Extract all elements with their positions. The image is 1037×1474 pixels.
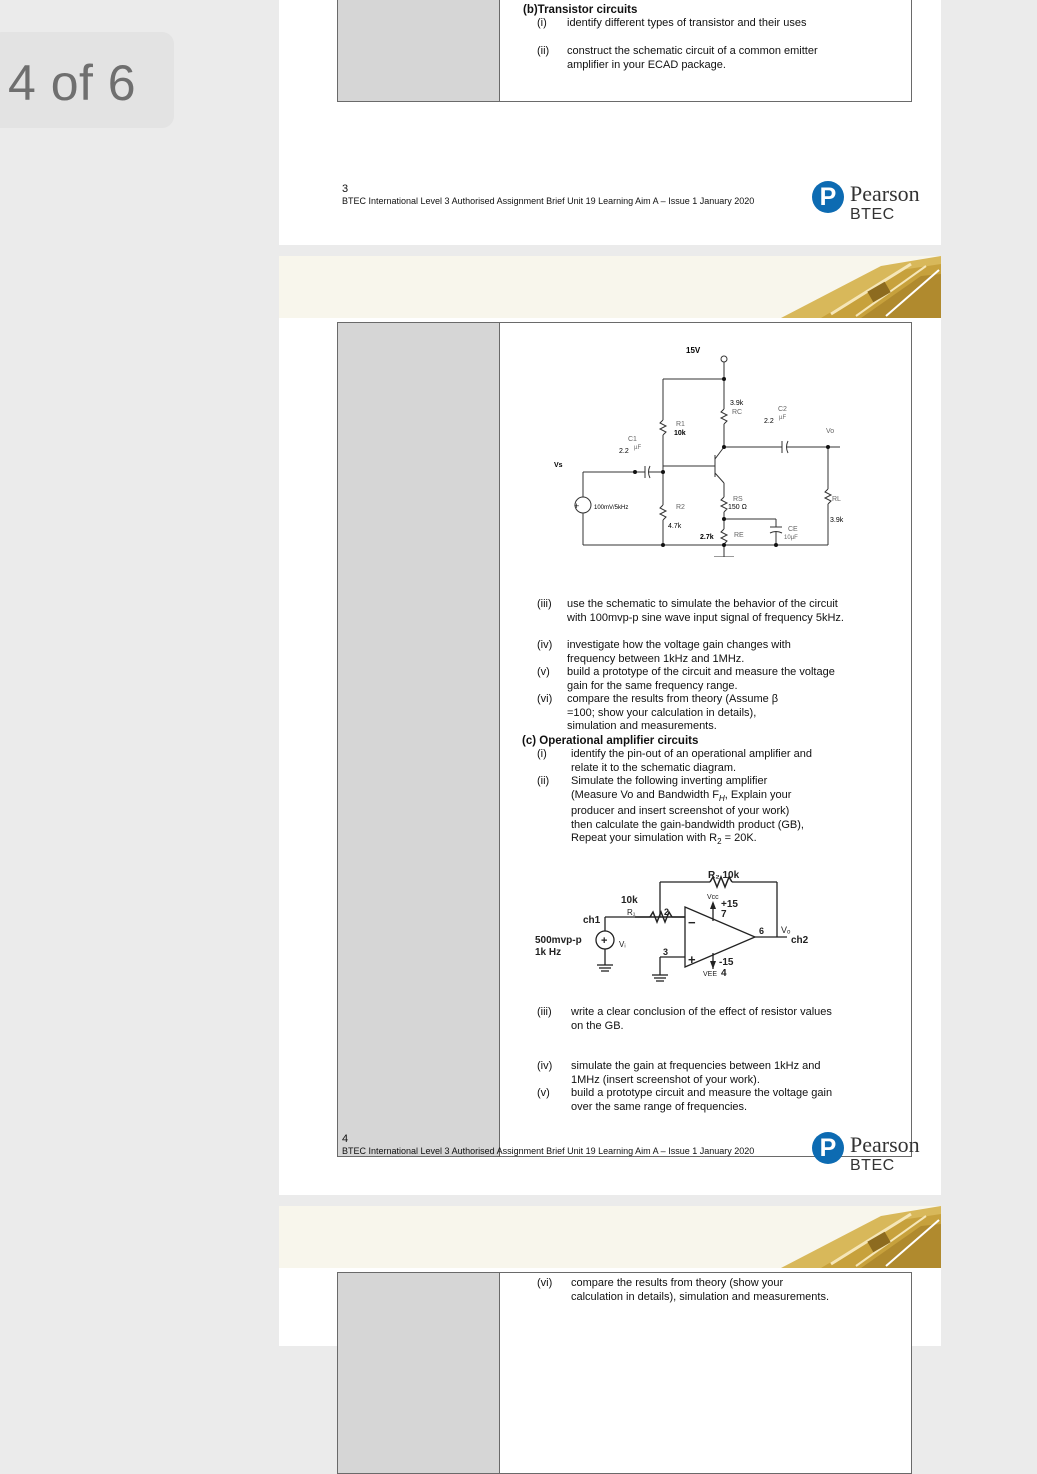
header-band [279,1206,941,1268]
label-ch2: ch2 [791,935,809,946]
page-footer: BTEC International Level 3 Authorised Assignment Brief Unit 19 Learning Aim A – Issue 1 January 2020 [342,196,755,206]
label-rl-name: RL [832,496,841,503]
item-text: simulate the gain at frequencies between 1kHz and 1MHz (insert screenshot of your work). [571,1060,821,1086]
table-right-column [500,0,911,101]
text-line: (Measure Vo and Bandwidth F [571,788,719,801]
label-c2-name: C2 [778,406,787,413]
label-r2: R₂ 10k [708,870,740,881]
page-number: 3 [342,183,349,195]
page-3 [279,0,941,245]
label-ce-value: 10µF [784,535,798,541]
label-rl-value: 3.9k [830,517,844,524]
page-counter [0,32,174,128]
label-vi: Vᵢ [619,940,626,949]
text-line: Repeat your simulation with R [571,832,718,845]
item-text: use the schematic to simulate the behavior of the circuit with 100mvp-p sine wave input signal of frequency 5kHz. [567,598,844,624]
circuit-board-graphic [761,1206,941,1268]
label-source-amplitude: 500mvp-p [535,935,582,946]
item-text: compare the results from theory (Assume β =100; show your calculation in details), simulation and measurements. [567,693,779,732]
label-c2-value: 2.2 [764,418,774,425]
logo-sub: BTEC [850,206,895,223]
logo-brand: Pearson [850,1132,920,1157]
label-noninverting-input: + [688,952,696,967]
plus-glyph: + [601,935,608,947]
label-source-frequency: 1k Hz [535,947,562,958]
item-number: (iii) [537,598,552,610]
label-ch1: ch1 [583,915,601,926]
label-rs-name: RS [733,496,743,503]
label-vo: Vo [826,428,835,435]
item-text [571,775,856,849]
label-ce-name: CE [788,526,798,533]
item-text: build a prototype of the circuit and measure the voltage gain for the same frequency range. [567,666,835,692]
label-vs: Vs [554,462,563,469]
table-left-column [338,1273,500,1473]
pearson-p-icon: P [812,181,844,213]
item-number: (i) [537,17,547,29]
page-counter-label: 4 of 6 [8,55,137,111]
label-r1-value: 10k [621,895,638,906]
table-left-column [338,0,500,101]
label-r2-value: 4.7k [668,523,682,530]
logo-brand: Pearson [850,181,920,206]
item-number: (v) [537,666,550,678]
item-text: construct the schematic circuit of a common emitter amplifier in your ECAD package. [567,45,818,71]
item-number: (ii) [537,45,550,57]
label-rc-name: RC [732,409,743,416]
label-r1-name: R1 [676,421,685,428]
item-text: build a prototype circuit and measure the voltage gain over the same range of frequencies. [571,1087,833,1113]
label-vcc-value: +15 [721,899,738,910]
content-table [337,0,912,102]
item-text: identify different types of transistor and their uses [567,17,807,29]
label-vee-value: -15 [719,957,734,968]
subscript: 2 [717,837,722,847]
label-c1-name: C1 [628,436,637,443]
text-line: Simulate the following inverting amplifier [571,775,768,787]
subscript: H [718,793,725,803]
item-number: (v) [537,1087,550,1099]
content-table [337,322,912,1157]
page-footer: BTEC International Level 3 Authorised Assignment Brief Unit 19 Learning Aim A – Issue 1 January 2020 [342,1146,755,1156]
label-pin-3: 3 [663,947,669,957]
item-number: (ii) [537,775,550,787]
label-r1-value: 10k [674,430,686,437]
circuit-board-graphic [761,256,941,318]
logo-sub: BTEC [850,1157,895,1174]
page-5 [279,1206,941,1346]
common-emitter-schematic [550,337,850,557]
label-pin-7: 7 [721,909,727,920]
item-text: write a clear conclusion of the effect of resistor values on the GB. [571,1006,832,1032]
pearson-logo [812,1132,932,1182]
label-pin-4: 4 [721,968,727,979]
item-text: investigate how the voltage gain changes with frequency between 1kHz and 1MHz. [567,639,791,665]
inverting-amplifier-schematic [535,857,825,992]
item-number: (vi) [537,1277,553,1289]
label-vo: Vₒ [781,925,791,935]
page-number: 4 [342,1133,349,1145]
text-line: , Explain your [724,788,792,801]
label-vcc: Vcc [707,894,719,901]
section-heading-c: (c) Operational amplifier circuits [522,735,699,747]
header-band [279,256,941,318]
table-left-column [338,323,500,1156]
label-c2-unit: µF [779,415,787,421]
item-number: (i) [537,748,547,760]
item-number: (iii) [537,1006,552,1018]
label-pin-6: 6 [759,926,765,936]
label-supply: 15V [686,346,701,355]
content-table [337,1272,912,1474]
label-c1-unit: µF [634,445,642,451]
text-line: = 20K. [721,832,757,845]
item-number: (iv) [537,639,553,651]
label-vee: VEE [703,971,718,978]
page-4 [279,256,941,1195]
item-number: (vi) [537,693,553,705]
text-line: producer and insert screenshot of your work) [571,805,790,818]
label-source: 100mV/5kHz [594,505,629,511]
label-c1-value: 2.2 [619,448,629,455]
label-r1-name: R₁ [627,908,636,917]
table-right-column [500,1273,911,1473]
section-heading-b: (b)Transistor circuits [523,4,638,16]
label-re-name: RE [734,532,744,539]
label-inverting-input: − [688,915,696,930]
table-right-column [500,323,911,1156]
item-text: identify the pin-out of an operational amplifier and relate it to the schematic diagram. [571,748,812,774]
label-re-value: 2.7k [700,534,714,541]
label-rc-value: 3.9k [730,400,744,407]
label-pin-2: 2 [664,907,670,917]
label-r2-name: R2 [676,504,685,511]
text-line: then calculate the gain-bandwidth product (GB), [571,818,804,831]
plus-glyph: + [574,501,580,511]
label-rs-value: 150 Ω [728,504,747,511]
pearson-p-icon: P [812,1132,844,1164]
item-number: (iv) [537,1060,553,1072]
item-text: compare the results from theory (show your calculation in details), simulation and measurements. [571,1277,830,1303]
pearson-logo [812,181,932,231]
